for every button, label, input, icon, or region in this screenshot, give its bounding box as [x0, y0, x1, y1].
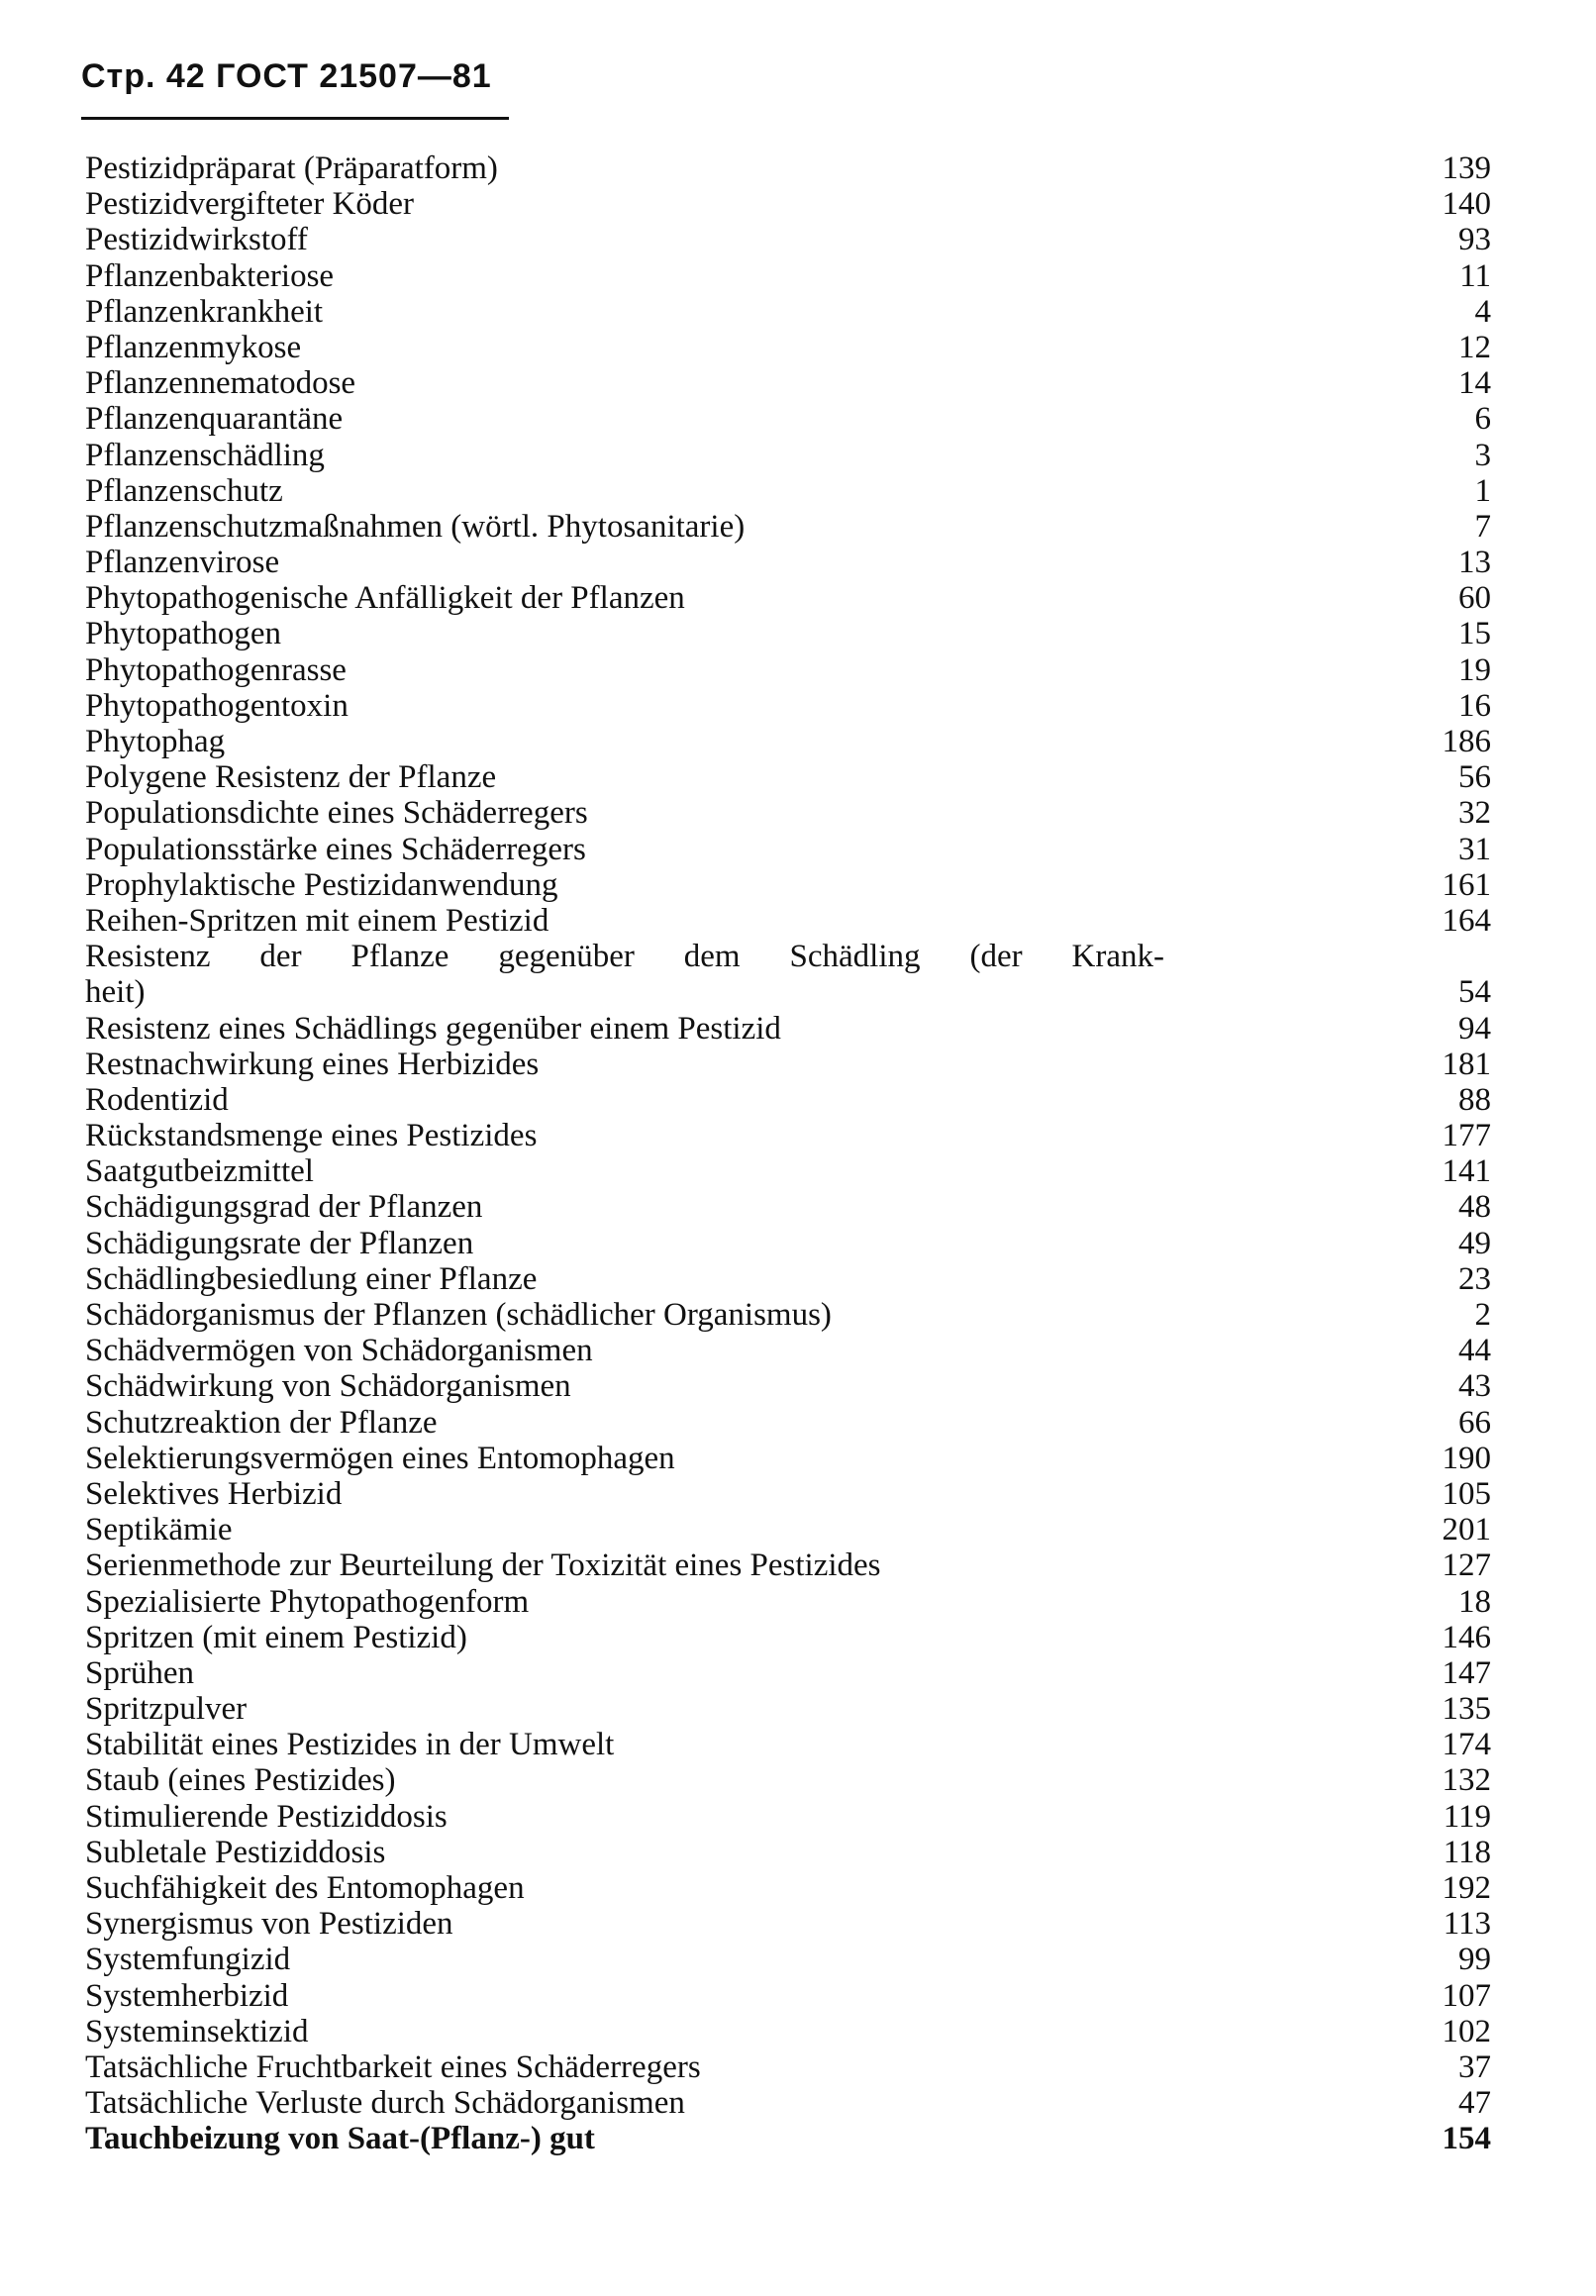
index-term: Pflanzenschutz: [85, 472, 283, 509]
index-number: 32: [1458, 795, 1491, 832]
index-number: 139: [1442, 150, 1491, 186]
index-entry: [85, 1978, 1491, 2014]
index-number: 174: [1442, 1727, 1491, 1763]
index-entry: [85, 688, 1491, 724]
index-entry: [85, 1082, 1491, 1118]
index-number: 105: [1442, 1475, 1491, 1512]
index-entry: [85, 2085, 1491, 2121]
index-number: 3: [1474, 437, 1491, 473]
index-entry: [85, 186, 1491, 222]
index-number: 14: [1458, 365, 1491, 402]
index-number: 146: [1442, 1619, 1491, 1655]
index-number: 177: [1442, 1118, 1491, 1154]
index-term: Saatgutbeizmittel: [85, 1153, 314, 1190]
index-entry: [85, 1691, 1491, 1727]
index-entry: [85, 1333, 1491, 1368]
index-number: 190: [1442, 1440, 1491, 1476]
index-number: 19: [1458, 651, 1491, 688]
index-number: 147: [1442, 1654, 1491, 1691]
index-term: Schädwirkung von Schädorganismen: [85, 1368, 571, 1405]
index-number: 2: [1474, 1297, 1491, 1334]
index-term: Pestizidvergifteter Köder: [85, 186, 415, 223]
index-number: 56: [1458, 759, 1491, 796]
index-list: [85, 150, 1491, 2157]
index-entry: [85, 2014, 1491, 2049]
page-header: Стр. 42 ГОСТ 21507—81: [81, 57, 492, 95]
index-number: 119: [1443, 1798, 1491, 1835]
index-number: 13: [1458, 545, 1491, 581]
header-rule: [81, 117, 509, 120]
index-entry: [85, 1512, 1491, 1547]
index-entry: [85, 222, 1491, 257]
index-term: Pflanzenschädling: [85, 437, 325, 473]
index-number: 15: [1458, 616, 1491, 652]
index-term: Tatsächliche Verluste durch Schädorganismen: [85, 2085, 685, 2122]
index-number: 60: [1458, 580, 1491, 617]
index-entry: [85, 580, 1491, 616]
index-number: 141: [1442, 1153, 1491, 1190]
index-term: Resistenz eines Schädlings gegenüber einem Pestizid: [85, 1010, 781, 1047]
index-term-line2: heit): [85, 974, 146, 1011]
index-term: Spritzpulver: [85, 1691, 248, 1728]
index-entry: [85, 903, 1491, 939]
index-term: Phytopathogenrasse: [85, 651, 347, 688]
index-number: 99: [1458, 1942, 1491, 1978]
index-term: Schädorganismus der Pflanzen (schädlicher Organismus): [85, 1297, 832, 1334]
index-number: 23: [1458, 1260, 1491, 1297]
index-term: Subletale Pestiziddosis: [85, 1834, 386, 1870]
index-number: 11: [1459, 257, 1491, 294]
index-entry: [85, 939, 1491, 1010]
index-term: Rückstandsmenge eines Pestizides: [85, 1118, 538, 1154]
index-term: Pflanzenbakteriose: [85, 257, 335, 294]
index-term: Pestizidpräparat (Präparatform): [85, 150, 498, 186]
index-number: 161: [1442, 866, 1491, 903]
index-number: 44: [1458, 1333, 1491, 1369]
index-entry: [85, 365, 1491, 401]
index-number: 192: [1442, 1870, 1491, 1907]
index-number: 201: [1442, 1512, 1491, 1548]
index-term: Septikämie: [85, 1512, 233, 1548]
index-entry: [85, 1118, 1491, 1153]
index-term: Staub (eines Pestizides): [85, 1762, 396, 1799]
index-entry: [85, 1297, 1491, 1333]
index-entry: [85, 832, 1491, 867]
index-term: Phytophag: [85, 724, 226, 759]
index-term: Systemfungizid: [85, 1942, 291, 1978]
index-entry: [85, 1942, 1491, 1977]
index-entry: [85, 509, 1491, 545]
index-entry: [85, 1226, 1491, 1261]
index-term: Pflanzenmykose: [85, 329, 302, 365]
index-number: 88: [1458, 1081, 1491, 1118]
index-term: Pflanzenkrankheit: [85, 293, 324, 330]
index-entry: [85, 724, 1491, 759]
index-entry: [85, 1153, 1491, 1189]
index-number: 1: [1474, 472, 1491, 509]
index-number: 113: [1443, 1906, 1491, 1943]
index-term: Pflanzenschutzmaßnahmen (wörtl. Phytosanitarie): [85, 508, 746, 545]
index-entry: [85, 759, 1491, 795]
index-entry: [85, 1547, 1491, 1583]
index-entry: [85, 1261, 1491, 1297]
index-entry: [85, 795, 1491, 831]
index-term: Pestizidwirkstoff: [85, 222, 308, 258]
index-term: Tauchbeizung von Saat-(Pflanz-) gut: [85, 2121, 595, 2157]
index-entry: [85, 2121, 1491, 2156]
index-term: Systeminsektizid: [85, 2013, 309, 2049]
index-number: 154: [1442, 2121, 1491, 2157]
index-term: Rodentizid: [85, 1081, 229, 1118]
index-entry: [85, 1584, 1491, 1620]
index-number: 18: [1458, 1583, 1491, 1620]
index-number: 140: [1442, 186, 1491, 223]
index-term: Phytopathogentoxin: [85, 687, 349, 724]
index-number: 164: [1442, 902, 1491, 939]
index-entry: [85, 867, 1491, 903]
index-term: Systemherbizid: [85, 1977, 289, 2014]
index-entry: [85, 545, 1491, 580]
index-term: Schädigungsgrad der Pflanzen: [85, 1189, 483, 1226]
index-number: 186: [1442, 724, 1491, 759]
index-term: Reihen-Spritzen mit einem Pestizid: [85, 902, 549, 939]
index-entry: [85, 1189, 1491, 1225]
index-number: 37: [1458, 2048, 1491, 2085]
index-number: 93: [1458, 222, 1491, 258]
index-term: Schädlingbesiedlung einer Pflanze: [85, 1260, 538, 1297]
index-entry: [85, 1476, 1491, 1512]
index-entry: [85, 1906, 1491, 1942]
index-term-line1: Resistenz der Pflanze gegenüber dem Schädling (der Krank-: [85, 939, 1164, 975]
index-number: 66: [1458, 1404, 1491, 1441]
index-entry: [85, 401, 1491, 437]
index-term: Prophylaktische Pestizidanwendung: [85, 866, 558, 903]
index-term: Synergismus von Pestiziden: [85, 1906, 453, 1943]
index-number: 94: [1458, 1010, 1491, 1047]
index-entry: [85, 294, 1491, 330]
index-number: 12: [1458, 329, 1491, 365]
index-entry: [85, 1870, 1491, 1906]
index-entry: [85, 150, 1491, 186]
index-number: 48: [1458, 1189, 1491, 1226]
index-number: 31: [1458, 831, 1491, 867]
index-term: Sprühen: [85, 1654, 194, 1691]
index-number: 7: [1474, 508, 1491, 545]
index-entry: [85, 1620, 1491, 1655]
index-number: 118: [1443, 1834, 1491, 1870]
index-entry: [85, 258, 1491, 294]
index-term: Pflanzennematodose: [85, 365, 356, 402]
index-entry: [85, 652, 1491, 688]
index-entry: [85, 330, 1491, 365]
index-number: 181: [1442, 1046, 1491, 1082]
index-number: 135: [1442, 1691, 1491, 1728]
index-number: 43: [1458, 1368, 1491, 1405]
index-term: Phytopathogenische Anfälligkeit der Pflanzen: [85, 580, 685, 617]
index-number: 107: [1442, 1977, 1491, 2014]
index-number: 47: [1458, 2085, 1491, 2122]
index-term: Spritzen (mit einem Pestizid): [85, 1619, 467, 1655]
index-number: 54: [1458, 974, 1491, 1011]
index-number: 127: [1442, 1547, 1491, 1584]
index-entry: [85, 616, 1491, 651]
index-term: Populationsstärke eines Schäderregers: [85, 831, 586, 867]
index-number: 49: [1458, 1225, 1491, 1261]
index-term: Pflanzenvirose: [85, 545, 280, 581]
index-term: Suchfähigkeit des Entomophagen: [85, 1870, 525, 1907]
index-entry: [85, 1727, 1491, 1762]
index-term: [85, 939, 1164, 1010]
index-number: 132: [1442, 1762, 1491, 1799]
index-entry: [85, 1011, 1491, 1047]
index-number: 4: [1474, 293, 1491, 330]
index-term: Serienmethode zur Beurteilung der Toxizität eines Pestizides: [85, 1547, 881, 1584]
index-entry: [85, 473, 1491, 509]
index-term: Schutzreaktion der Pflanze: [85, 1404, 438, 1441]
index-entry: [85, 1835, 1491, 1870]
index-number: 16: [1458, 687, 1491, 724]
index-term: Tatsächliche Fruchtbarkeit eines Schäderregers: [85, 2048, 701, 2085]
index-term: Spezialisierte Phytopathogenform: [85, 1583, 530, 1620]
index-entry: [85, 1368, 1491, 1404]
index-term: Stabilität eines Pestizides in der Umwelt: [85, 1727, 615, 1763]
index-term: Phytopathogen: [85, 616, 281, 652]
index-number: 6: [1474, 401, 1491, 438]
index-term: Restnachwirkung eines Herbizides: [85, 1046, 540, 1082]
index-term: Stimulierende Pestiziddosis: [85, 1798, 448, 1835]
index-entry: [85, 1655, 1491, 1691]
index-term: Populationsdichte eines Schäderregers: [85, 795, 588, 832]
index-entry: [85, 2049, 1491, 2085]
index-term: Selektives Herbizid: [85, 1475, 343, 1512]
index-entry: [85, 1405, 1491, 1441]
index-term: Schädigungsrate der Pflanzen: [85, 1225, 474, 1261]
index-term: Polygene Resistenz der Pflanze: [85, 759, 497, 796]
index-term: Schädvermögen von Schädorganismen: [85, 1333, 593, 1369]
index-number: 102: [1442, 2013, 1491, 2049]
index-entry: [85, 438, 1491, 473]
index-entry: [85, 1762, 1491, 1798]
index-entry: [85, 1441, 1491, 1476]
index-term: Pflanzenquarantäne: [85, 401, 344, 438]
index-term: Selektierungsvermögen eines Entomophagen: [85, 1440, 675, 1476]
index-entry: [85, 1799, 1491, 1835]
index-entry: [85, 1047, 1491, 1082]
